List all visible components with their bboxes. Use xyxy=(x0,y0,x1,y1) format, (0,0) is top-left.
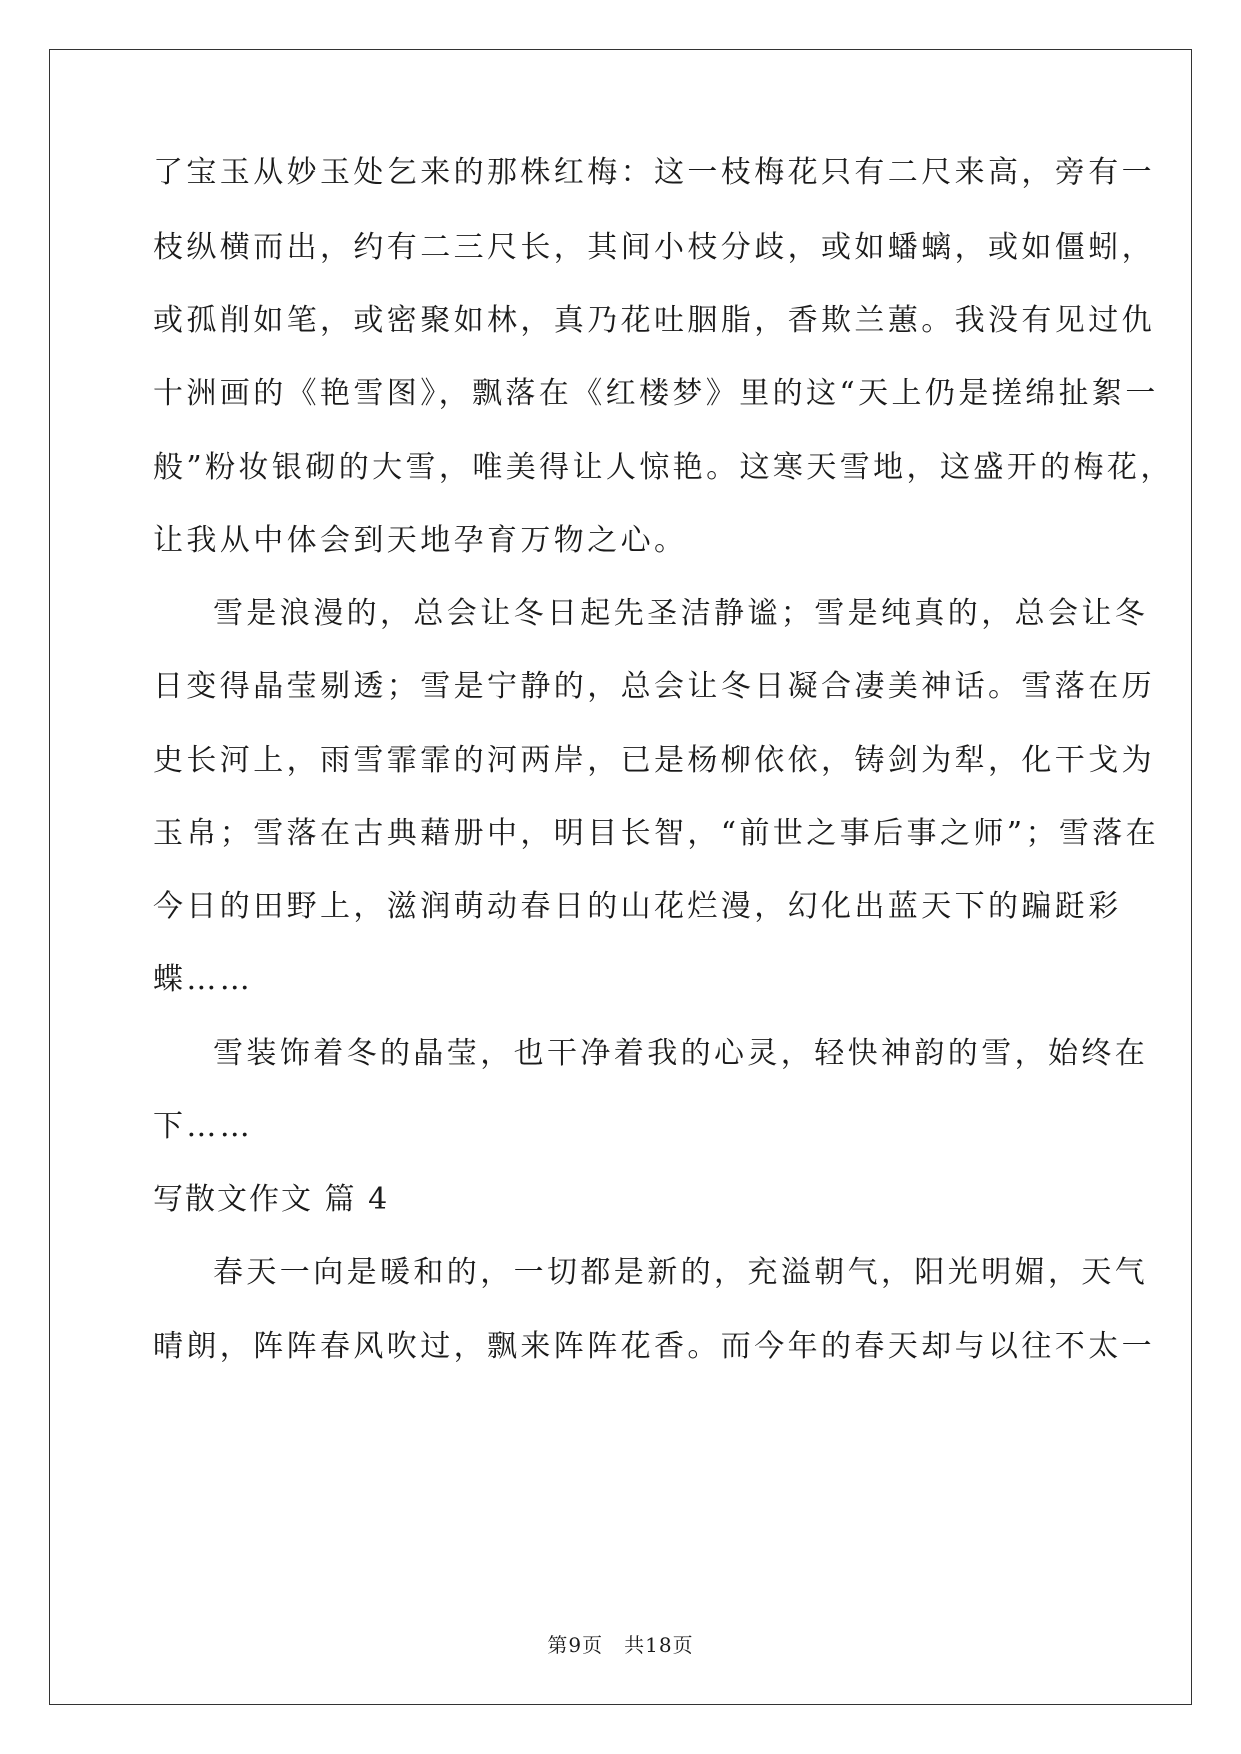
paragraph-first-line: 春天一向是暖和的，一切都是新的，充溢朝气，阳光明媚，天气 xyxy=(213,1255,1149,1290)
body-text-line: 枝纵横而出，约有二三尺长，其间小枝分歧，或如蟠螭，或如僵蚓， xyxy=(153,230,1155,265)
body-text-line: 了宝玉从妙玉处乞来的那株红梅：这一枝梅花只有二尺来高，旁有一 xyxy=(153,155,1155,190)
body-text-line: 日变得晶莹剔透；雪是宁静的，总会让冬日凝合凄美神话。雪落在历 xyxy=(153,669,1155,704)
body-text-line: 蝶…… xyxy=(153,962,254,997)
body-text-line: 下…… xyxy=(153,1109,254,1144)
body-text-line: 般”粉妆银砌的大雪，唯美得让人惊艳。这寒天雪地，这盛开的梅花， xyxy=(153,450,1174,485)
body-text-line: 或孤削如笔，或密聚如林，真乃花吐胭脂，香欺兰蕙。我没有见过仇 xyxy=(153,303,1155,338)
page-border xyxy=(49,49,1192,1705)
body-text-line: 十洲画的《艳雪图》，飘落在《红楼梦》里的这“天上仍是搓绵扯絮一 xyxy=(153,376,1159,411)
body-text-line: 玉帛；雪落在古典藉册中，明目长智，“前世之事后事之师”；雪落在 xyxy=(153,816,1160,851)
body-text-line: 史长河上，雨雪霏霏的河两岸，已是杨柳依依，铸剑为犁，化干戈为 xyxy=(153,743,1155,778)
page-number-footer: 第9页 共18页 xyxy=(547,1633,694,1657)
body-text-line: 晴朗，阵阵春风吹过，飘来阵阵花香。而今年的春天却与以往不太一 xyxy=(153,1329,1155,1364)
paragraph-first-line: 雪是浪漫的，总会让冬日起先圣洁静谧；雪是纯真的，总会让冬 xyxy=(213,596,1149,631)
body-text-line: 今日的田野上，滋润萌动春日的山花烂漫，幻化出蓝天下的蹁跹彩 xyxy=(153,889,1122,924)
body-text-line: 让我从中体会到天地孕育万物之心。 xyxy=(153,523,688,558)
section-heading: 写散文作文 篇 4 xyxy=(153,1182,390,1217)
paragraph-first-line: 雪装饰着冬的晶莹，也干净着我的心灵，轻快神韵的雪，始终在 xyxy=(213,1036,1149,1071)
